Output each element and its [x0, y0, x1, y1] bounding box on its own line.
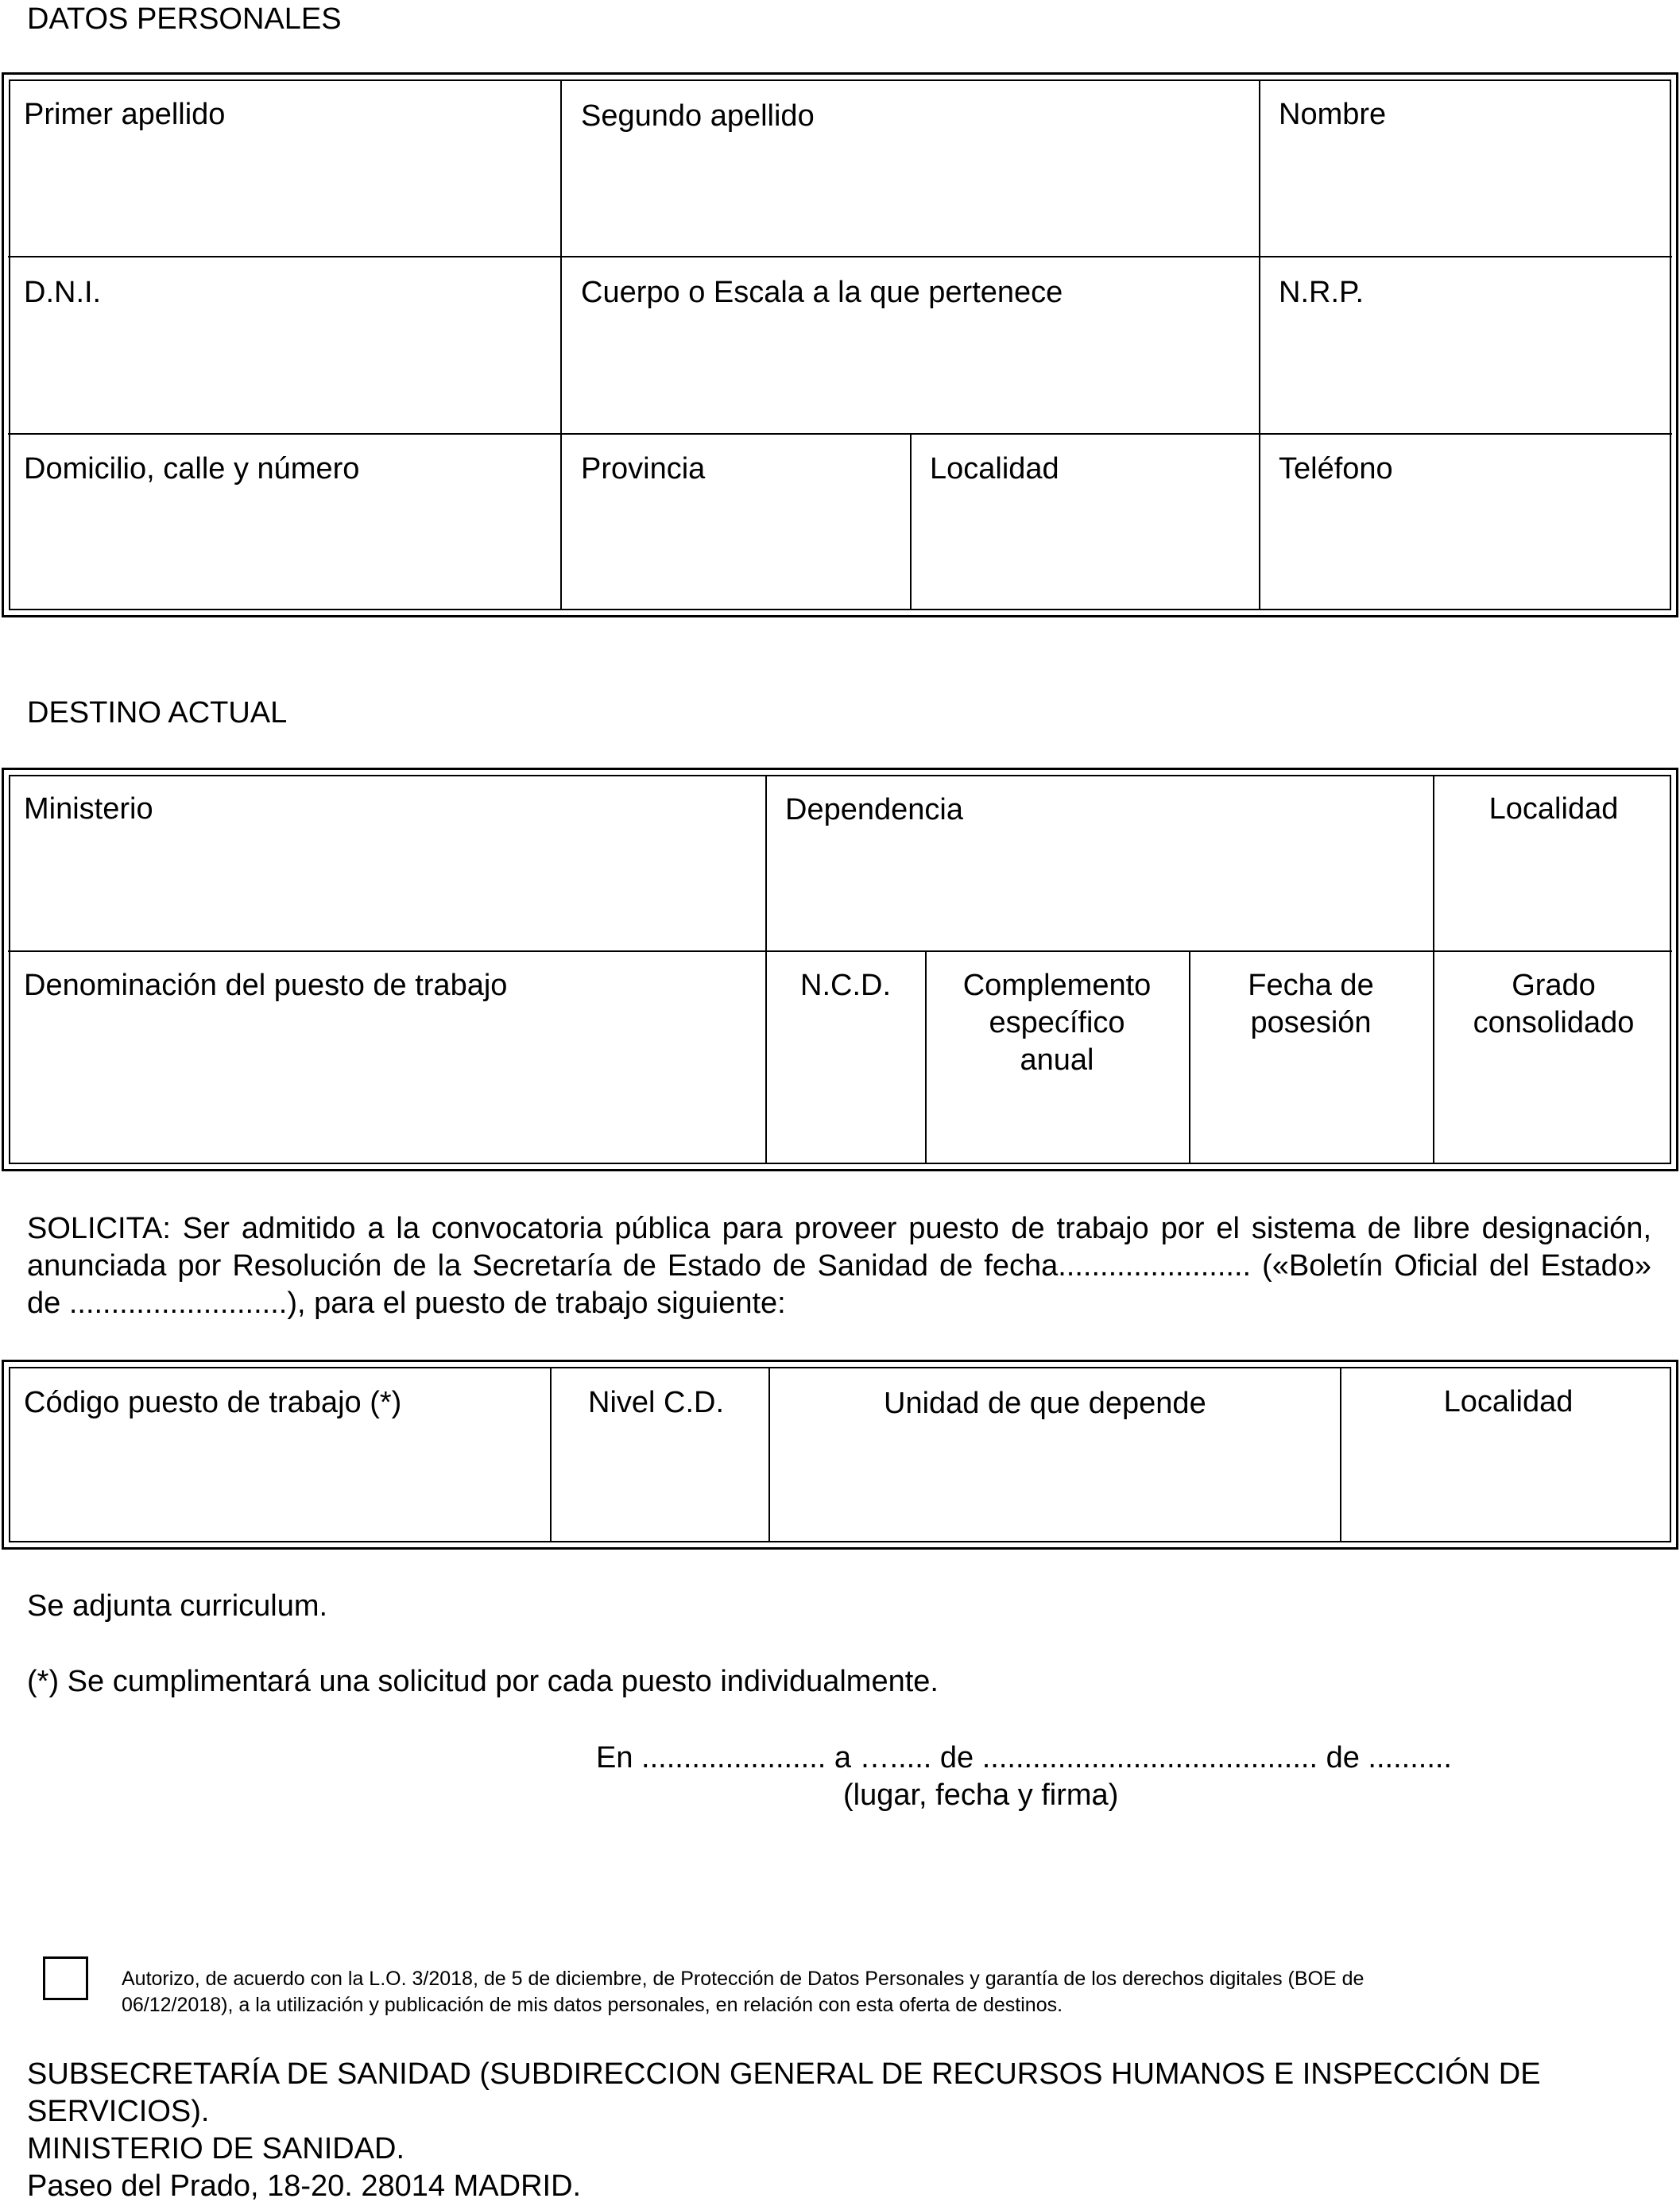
complemento-line: Complemento — [962, 969, 1152, 1002]
asterisk-note: (*) Se cumplimentará una solicitud por cada puesto individualmente. — [27, 1665, 939, 1698]
footer-line-4: Paseo del Prado, 18-20. 28014 MADRID. — [27, 2169, 582, 2203]
field-ministerio[interactable]: Ministerio — [24, 792, 153, 826]
field-nrp[interactable]: N.R.P. — [1279, 276, 1365, 309]
field-nivel-cd[interactable]: Nivel C.D. — [588, 1386, 725, 1419]
field-nombre[interactable]: Nombre — [1279, 98, 1387, 131]
field-cuerpo-escala[interactable]: Cuerpo o Escala a la que pertenece — [581, 276, 1063, 309]
field-domicilio[interactable]: Domicilio, calle y número — [24, 452, 360, 486]
section-title-datos-personales: DATOS PERSONALES — [27, 2, 342, 36]
personal-data-table — [2, 72, 1678, 617]
field-ncd[interactable]: N.C.D. — [800, 969, 891, 1002]
field-destino-localidad[interactable]: Localidad — [1488, 792, 1619, 826]
column-divider — [550, 1367, 552, 1542]
curriculum-note: Se adjunta curriculum. — [27, 1589, 328, 1623]
fecha-line: posesión — [1250, 1006, 1372, 1039]
column-divider — [765, 775, 767, 1164]
consent-text-line1: Autorizo, de acuerdo con la L.O. 3/2018, de 5 de diciembre, de Protección de Datos Personales y garantía de los derechos digitales (BOE de — [122, 1968, 1365, 1990]
field-codigo-puesto[interactable]: Código puesto de trabajo (*) — [24, 1386, 402, 1419]
consent-text-line2: 06/12/2018), a la utilización y publicación de mis datos personales, en relación con esta oferta de destinos. — [122, 1994, 1063, 2016]
fecha-line: Fecha de — [1248, 969, 1374, 1002]
footer-line-1: SUBSECRETARÍA DE SANIDAD (SUBDIRECCION GENERAL DE RECURSOS HUMANOS E INSPECCIÓN DE — [27, 2057, 1541, 2091]
field-puesto-localidad[interactable]: Localidad — [1443, 1385, 1574, 1418]
grado-line: Grado — [1512, 969, 1596, 1002]
row-divider — [8, 950, 1672, 952]
column-divider — [560, 79, 562, 610]
field-unidad-depende[interactable]: Unidad de que depende — [884, 1387, 1206, 1420]
place-date-line: En ...................... a …..... de ........................................ de .......... — [596, 1741, 1452, 1774]
field-dependencia[interactable]: Dependencia — [785, 793, 963, 826]
field-telefono[interactable]: Teléfono — [1279, 452, 1393, 486]
footer-line-3: MINISTERIO DE SANIDAD. — [27, 2132, 405, 2165]
field-primer-apellido[interactable]: Primer apellido — [24, 98, 226, 131]
column-divider — [1259, 79, 1260, 610]
column-divider — [910, 434, 912, 610]
field-fecha-posesion[interactable] — [1190, 967, 1431, 1042]
row-divider — [8, 433, 1672, 435]
complemento-line: anual — [1020, 1043, 1094, 1077]
row-divider — [8, 256, 1672, 257]
footer-line-2: SERVICIOS). — [27, 2095, 210, 2128]
signature-caption: (lugar, fecha y firma) — [843, 1778, 1119, 1812]
column-divider — [768, 1367, 770, 1542]
field-provincia[interactable]: Provincia — [581, 452, 706, 486]
field-grado-consolidado[interactable] — [1434, 967, 1673, 1042]
column-divider — [1340, 1367, 1341, 1542]
field-localidad[interactable]: Localidad — [930, 452, 1059, 486]
field-complemento-especifico[interactable] — [927, 967, 1187, 1079]
field-segundo-apellido[interactable]: Segundo apellido — [581, 99, 815, 133]
section-title-destino-actual: DESTINO ACTUAL — [27, 696, 288, 730]
solicita-paragraph: SOLICITA: Ser admitido a la convocatoria pública para proveer puesto de trabajo por el sistema de libre designación, anunciada por Resolución de la Secretaría de Estado de Sanidad de fecha....................... («Boletín Oficial del Estado» de ..........................), para el puesto de trabajo siguiente: — [27, 1212, 1651, 1320]
consent-checkbox[interactable] — [43, 1956, 88, 2000]
grado-line: consolidado — [1473, 1006, 1635, 1039]
complemento-line: específico — [989, 1006, 1125, 1039]
personal-data-table-inner-border — [9, 79, 1671, 610]
field-dni[interactable]: D.N.I. — [24, 276, 102, 309]
field-denominacion-puesto[interactable]: Denominación del puesto de trabajo — [24, 969, 508, 1002]
